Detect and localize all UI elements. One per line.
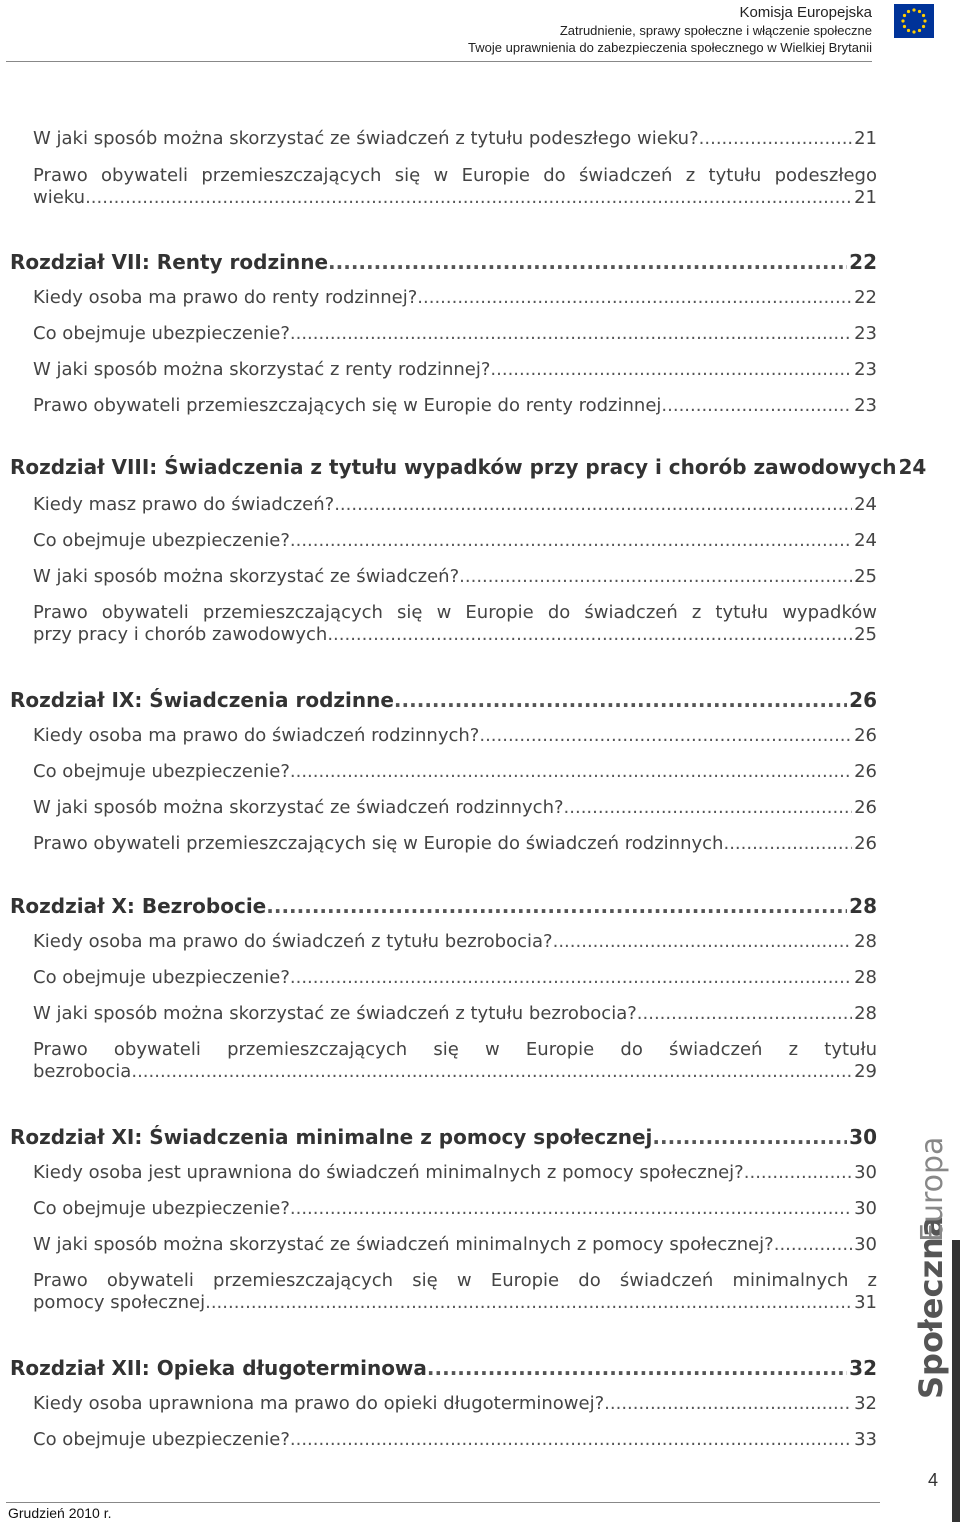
toc-chapter-entry[interactable]: [10, 250, 877, 274]
toc-leader-dots: [490, 359, 852, 380]
toc-chapter-entry[interactable]: [10, 455, 927, 479]
flag-star: [901, 19, 904, 22]
toc-entry-text: Kiedy osoba uprawniona ma prawo do opieki długoterminowej?: [33, 1393, 605, 1414]
toc-page-number: 21: [854, 128, 877, 149]
toc-page-number: 30: [854, 1198, 877, 1219]
toc-leader-dots: [334, 494, 852, 515]
toc-entry-text: W jaki sposób można skorzystać ze świadczeń z tytułu bezrobocia?: [33, 1003, 637, 1024]
toc-page-number: 24: [898, 455, 927, 479]
toc-entry[interactable]: [33, 725, 877, 746]
toc-page-number: 31: [854, 1292, 877, 1313]
toc-entry-text: Kiedy osoba ma prawo do renty rodzinnej?: [33, 287, 418, 308]
toc-entry-text-line2: wieku: [33, 187, 86, 208]
toc-entry-text-line1: Prawo obywateli przemieszczających się w Europie do świadczeń minimalnych z: [33, 1270, 877, 1291]
toc-chapter-entry[interactable]: [10, 1356, 877, 1380]
flag-star: [912, 8, 915, 11]
toc-entry-text-line1: Prawo obywateli przemieszczających się w Europie do świadczeń z tytułu podeszłego: [33, 165, 877, 186]
toc-entry-text: Co obejmuje ubezpieczenie?: [33, 530, 290, 551]
toc-entry-text: Prawo obywateli przemieszczających się w Europie do świadczeń rodzinnych: [33, 833, 724, 854]
toc-page-number: 28: [849, 894, 877, 918]
toc-entry-multiline[interactable]: [33, 165, 877, 208]
toc-entry-text: Co obejmuje ubezpieczenie?: [33, 1429, 290, 1450]
toc-entry-text: W jaki sposób można skorzystać z renty rodzinnej?: [33, 359, 491, 380]
flag-star: [922, 25, 925, 28]
toc-page-number: 23: [854, 323, 877, 344]
toc-entry[interactable]: [33, 395, 877, 416]
toc-entry-text-line2: pomocy społecznej: [33, 1292, 206, 1313]
toc-leader-dots: [479, 725, 852, 746]
toc-page-number: 30: [854, 1162, 877, 1183]
toc-leader-dots: [290, 1198, 852, 1219]
header-dg: Zatrudnienie, sprawy społeczne i włączenie społeczne: [559, 23, 872, 38]
footer-date: Grudzień 2010 r.: [8, 1505, 112, 1521]
toc-leader-dots: [661, 395, 852, 416]
header-doc-title: Twoje uprawnienia do zabezpieczenia społecznego w Wielkiej Brytanii: [468, 40, 872, 55]
toc-entry-text: W jaki sposób można skorzystać ze świadczeń minimalnych z pomocy społecznej?: [33, 1234, 774, 1255]
toc-entry[interactable]: [33, 761, 877, 782]
toc-chapter-entry[interactable]: [10, 688, 877, 712]
toc-entry-text-line2: bezrobocia: [33, 1061, 132, 1082]
toc-leader-dots: [327, 624, 852, 645]
toc-page-number: 28: [854, 1003, 877, 1024]
toc-page-number: 28: [854, 931, 877, 952]
toc-entry[interactable]: [33, 931, 877, 952]
eu-flag-icon: [894, 4, 934, 38]
side-accent-bar: [952, 1240, 960, 1522]
toc-entry-text: Prawo obywateli przemieszczających się w Europie do renty rodzinnej: [33, 395, 662, 416]
toc-leader-dots: [459, 566, 852, 587]
toc-leader-dots: [553, 931, 852, 952]
toc-page-number: 32: [854, 1393, 877, 1414]
toc-entry-text: Kiedy osoba ma prawo do świadczeń rodzinnych?: [33, 725, 480, 746]
toc-page-number: 23: [854, 395, 877, 416]
toc-entry[interactable]: [33, 1198, 877, 1219]
spoleczna-europa-logo: [910, 1124, 950, 1399]
toc-page-number: 33: [854, 1429, 877, 1450]
toc-page-number: 26: [854, 833, 877, 854]
toc-entry-multiline[interactable]: [33, 602, 877, 645]
flag-star: [907, 29, 910, 32]
toc-entry[interactable]: [33, 1003, 877, 1024]
flag-star: [912, 30, 915, 33]
toc-page-number: 24: [854, 494, 877, 515]
page-number: 4: [927, 1470, 938, 1490]
toc-leader-dots: [723, 833, 852, 854]
toc-entry-text: Co obejmuje ubezpieczenie?: [33, 1198, 290, 1219]
toc-leader-dots: [205, 1292, 852, 1313]
toc-entry[interactable]: [33, 494, 877, 515]
toc-page-number: 28: [854, 967, 877, 988]
flag-star: [907, 10, 910, 13]
flag-star: [923, 19, 926, 22]
toc-page-number: 26: [854, 725, 877, 746]
toc-entry-text: Co obejmuje ubezpieczenie?: [33, 323, 290, 344]
toc-entry[interactable]: [33, 1234, 877, 1255]
toc-page-number: 25: [854, 624, 877, 645]
toc-page-number: 24: [854, 530, 877, 551]
logo-word-light: Europa: [915, 1136, 950, 1242]
flag-star: [918, 29, 921, 32]
toc-entry[interactable]: [33, 967, 877, 988]
flag-star: [903, 25, 906, 28]
toc-page-number: 22: [849, 250, 877, 274]
toc-page-number: 32: [849, 1356, 877, 1380]
toc-chapter-title: Rozdział X: Bezrobocie: [10, 894, 267, 918]
page-header: [0, 0, 960, 62]
toc-leader-dots: [744, 1162, 852, 1183]
toc-entry-multiline[interactable]: [33, 1039, 877, 1082]
toc-entry[interactable]: [33, 128, 877, 149]
toc-leader-dots: [604, 1393, 852, 1414]
toc-chapter-entry[interactable]: [10, 894, 877, 918]
toc-entry-text: W jaki sposób można skorzystać ze świadczeń?: [33, 566, 460, 587]
toc-page-number: 26: [854, 797, 877, 818]
flag-star: [922, 14, 925, 17]
toc-leader-dots: [290, 530, 852, 551]
toc-leader-dots: [564, 797, 853, 818]
toc-chapter-entry[interactable]: [10, 1125, 877, 1149]
header-text: [468, 4, 872, 56]
flag-star: [918, 10, 921, 13]
toc-entry[interactable]: [33, 530, 877, 551]
toc-entry-text: W jaki sposób można skorzystać ze świadczeń z tytułu podeszłego wieku?: [33, 128, 699, 149]
flag-star: [903, 14, 906, 17]
toc-entry[interactable]: [33, 833, 877, 854]
header-org: Komisja Europejska: [739, 4, 872, 21]
toc-leader-dots: [290, 323, 852, 344]
toc-entry[interactable]: [33, 797, 877, 818]
toc-leader-dots: [427, 1356, 847, 1380]
toc-leader-dots: [290, 967, 852, 988]
toc-chapter-title: Rozdział XII: Opieka długoterminowa: [10, 1356, 427, 1380]
toc-entry-text-line1: Prawo obywateli przemieszczających się w Europie do świadczeń z tytułu: [33, 1039, 877, 1060]
toc-leader-dots: [290, 761, 852, 782]
toc-leader-dots: [394, 688, 847, 712]
footer-divider: [6, 1502, 880, 1503]
toc-leader-dots: [774, 1234, 852, 1255]
toc-page-number: 22: [854, 287, 877, 308]
toc-entry-text: Co obejmuje ubezpieczenie?: [33, 761, 290, 782]
toc-entry-text: Kiedy osoba jest uprawniona do świadczeń minimalnych z pomocy społecznej?: [33, 1162, 744, 1183]
toc-chapter-title: Rozdział IX: Świadczenia rodzinne: [10, 688, 394, 712]
toc-entry[interactable]: [33, 1162, 877, 1183]
toc-entry-text-line1: Prawo obywateli przemieszczających się w Europie do świadczeń z tytułu wypadków: [33, 602, 877, 623]
toc-page-number: 25: [854, 566, 877, 587]
toc-entry[interactable]: [33, 1429, 877, 1450]
toc-page-number: 30: [854, 1234, 877, 1255]
toc-chapter-title: Rozdział VII: Renty rodzinne: [10, 250, 329, 274]
header-divider: [6, 61, 872, 62]
toc-entry-multiline[interactable]: [33, 1270, 877, 1313]
toc-entry-text: Co obejmuje ubezpieczenie?: [33, 967, 290, 988]
toc-page-number: 21: [854, 187, 877, 208]
toc-leader-dots: [652, 1125, 847, 1149]
toc-entry[interactable]: [33, 287, 877, 308]
toc-chapter-title: Rozdział VIII: Świadczenia z tytułu wypadków przy pracy i chorób zawodowych: [10, 455, 897, 479]
toc-entry[interactable]: [33, 323, 877, 344]
toc-page-number: 26: [854, 761, 877, 782]
toc-page-number: 30: [849, 1125, 877, 1149]
toc-entry-text: W jaki sposób można skorzystać ze świadczeń rodzinnych?: [33, 797, 564, 818]
toc-entry-text: Kiedy masz prawo do świadczeń?: [33, 494, 335, 515]
toc-entry[interactable]: [33, 566, 877, 587]
toc-page-number: 29: [854, 1061, 877, 1082]
toc-leader-dots: [131, 1061, 852, 1082]
logo-word-bold: Społeczna: [912, 1215, 950, 1399]
toc-leader-dots: [417, 287, 852, 308]
toc-leader-dots: [266, 894, 847, 918]
toc-chapter-title: Rozdział XI: Świadczenia minimalne z pomocy społecznej: [10, 1125, 653, 1149]
toc-entry-text-line2: przy pracy i chorób zawodowych: [33, 624, 328, 645]
toc-entry-text: Kiedy osoba ma prawo do świadczeń z tytułu bezrobocia?: [33, 931, 553, 952]
toc-entry[interactable]: [33, 1393, 877, 1414]
toc-page-number: 26: [849, 688, 877, 712]
toc-entry[interactable]: [33, 359, 877, 380]
toc-leader-dots: [85, 187, 852, 208]
toc-leader-dots: [699, 128, 852, 149]
toc-page-number: 23: [854, 359, 877, 380]
toc-leader-dots: [328, 250, 847, 274]
toc-leader-dots: [637, 1003, 852, 1024]
toc-leader-dots: [290, 1429, 852, 1450]
